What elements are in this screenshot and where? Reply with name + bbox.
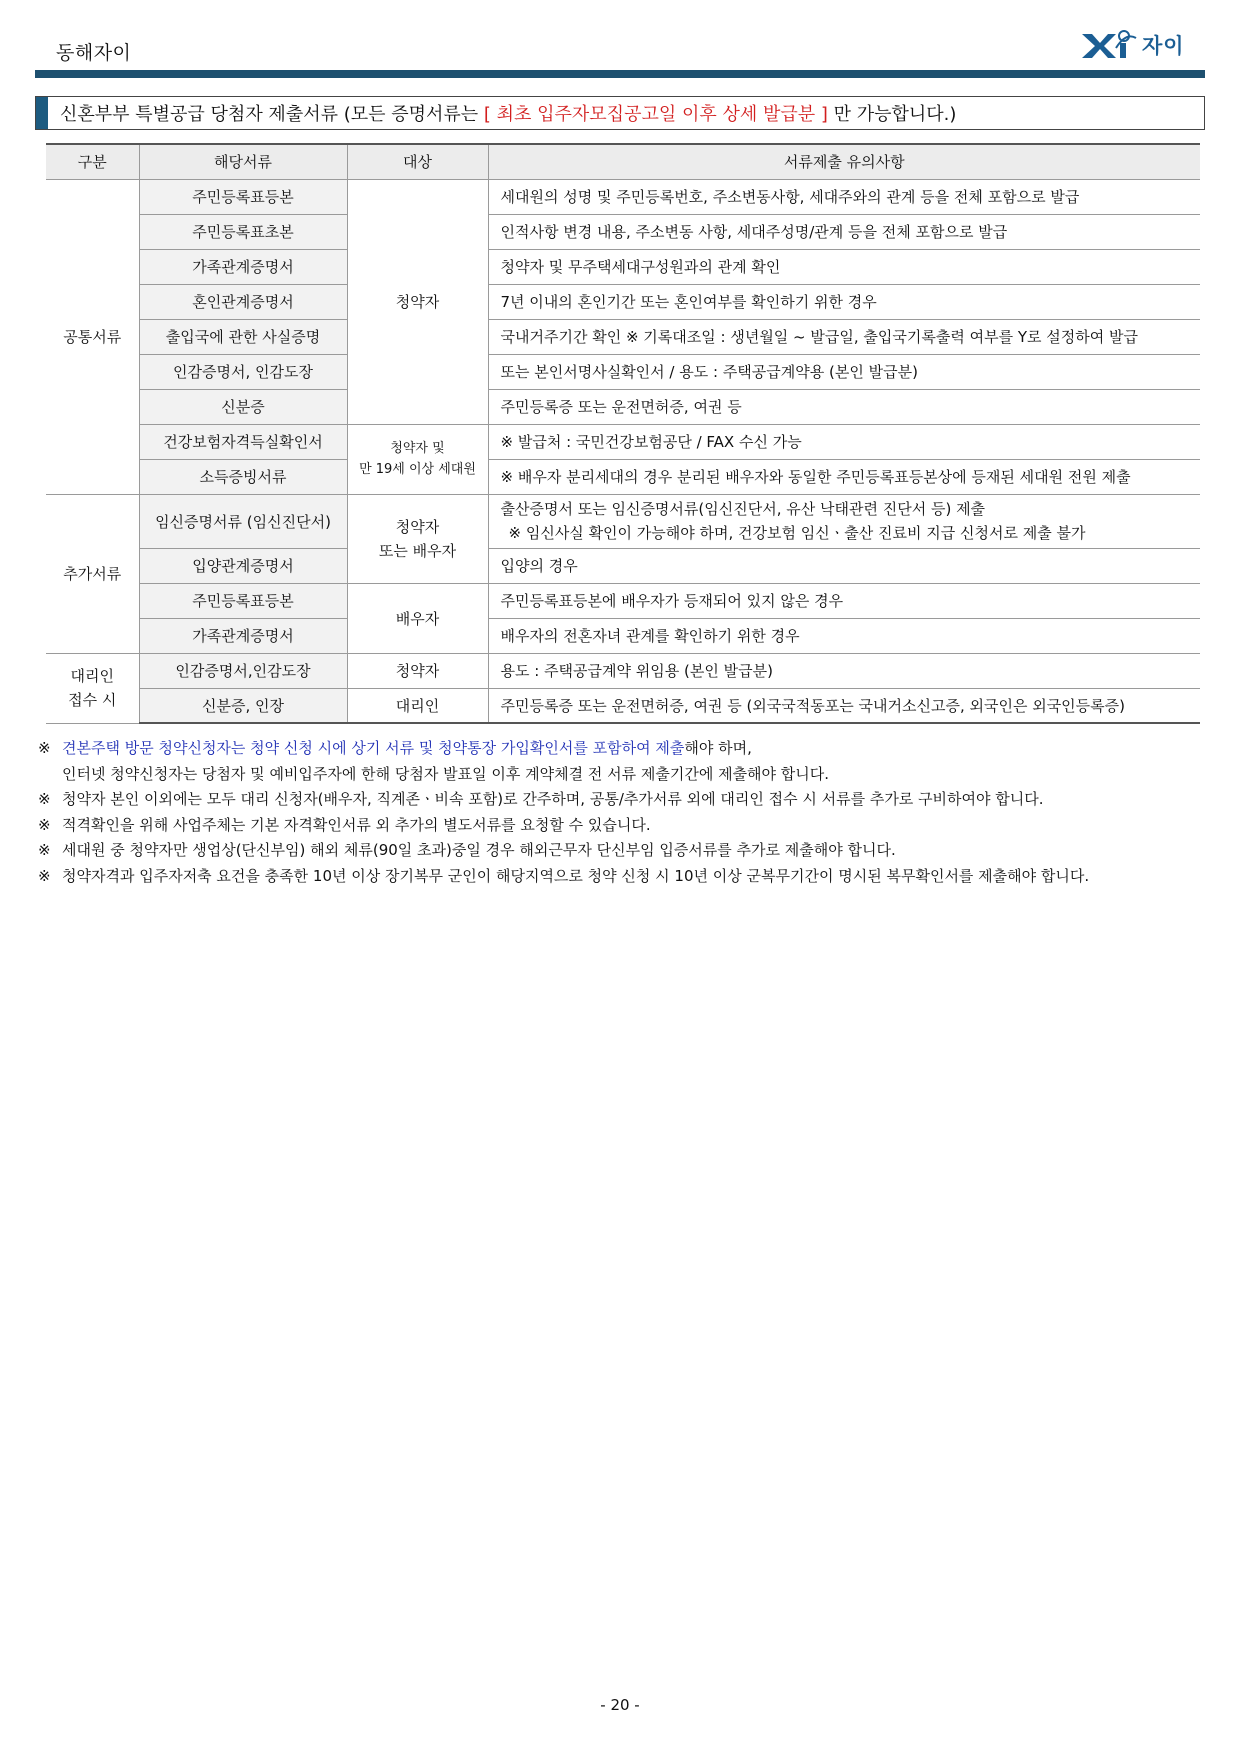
note-item (38, 736, 1208, 762)
group-proxy (46, 653, 139, 723)
note-item (38, 813, 1208, 839)
note-cell: 청약자 및 무주택세대구성원과의 관계 확인 (488, 249, 1200, 284)
title-stripe (36, 97, 48, 129)
table-row (46, 459, 1200, 494)
note-cell: ※ 발급처 : 국민건강보험공단 / FAX 수신 가능 (488, 424, 1200, 459)
doc-cell: 주민등록표초본 (139, 214, 347, 249)
section-title (60, 100, 956, 126)
group-additional: 추가서류 (46, 494, 139, 653)
header-notes: 서류제출 유의사항 (488, 144, 1200, 179)
doc-cell: 소득증빙서류 (139, 459, 347, 494)
note-item (38, 838, 1208, 864)
table-row (46, 179, 1200, 214)
target-proxy-agent: 대리인 (347, 688, 488, 723)
section-title-box (35, 96, 1205, 130)
note-cell: 7년 이내의 혼인기간 또는 혼인여부를 확인하기 위한 경우 (488, 284, 1200, 319)
note-cell: ※ 배우자 분리세대의 경우 분리된 배우자와 동일한 주민등록표등본상에 등재된 세대원 전원 제출 (488, 459, 1200, 494)
note-cell: 주민등록증 또는 운전면허증, 여권 등 (외국국적동포는 국내거소신고증, 외국인은 외국인등록증) (488, 688, 1200, 723)
note-cell (488, 494, 1200, 548)
target-applicant-or-spouse (347, 494, 488, 583)
target-applicant-household (347, 424, 488, 494)
doc-cell: 혼인관계증명서 (139, 284, 347, 319)
note-text: 세대원 중 청약자만 생업상(단신부임) 해외 체류(90일 초과)중일 경우 해외근무자 단신부임 입증서류를 추가로 제출해야 합니다. (62, 841, 896, 859)
note-mark: ※ (38, 841, 51, 859)
note-line: ※ 임신사실 확인이 가능해야 하며, 건강보험 임신ㆍ출산 진료비 지급 신청서로 제출 불가 (508, 524, 1086, 542)
note-cell: 또는 본인서명사실확인서 / 용도 : 주택공급계약용 (본인 발급분) (488, 354, 1200, 389)
doc-cell: 임신증명서류 (임신진단서) (139, 494, 347, 548)
table-row (46, 688, 1200, 723)
doc-cell: 입양관계증명서 (139, 548, 347, 583)
target-applicant: 청약자 (347, 179, 488, 424)
table-row (46, 424, 1200, 459)
note-item (38, 864, 1208, 890)
table-row (46, 284, 1200, 319)
note-text: 청약자 본인 이외에는 모두 대리 신청자(배우자, 직계존ㆍ비속 포함)로 간주하며, 공통/추가서류 외에 대리인 접수 시 서류를 추가로 구비하여야 합니다. (62, 790, 1044, 808)
note-cell: 세대원의 성명 및 주민등록번호, 주소변동사항, 세대주와의 관계 등을 전체 포함으로 발급 (488, 179, 1200, 214)
table-header-row (46, 144, 1200, 179)
note-text: 적격확인을 위해 사업주체는 기본 자격확인서류 외 추가의 별도서류를 요청할 수 있습니다. (62, 815, 651, 834)
section-title-suffix: 만 가능합니다.) (827, 104, 957, 125)
logo-text: 자이 (1142, 34, 1185, 58)
doc-cell: 가족관계증명서 (139, 249, 347, 284)
doc-cell: 건강보험자격득실확인서 (139, 424, 347, 459)
doc-cell: 신분증, 인장 (139, 688, 347, 723)
table-row (46, 354, 1200, 389)
note-cell: 배우자의 전혼자녀 관계를 확인하기 위한 경우 (488, 618, 1200, 653)
header-bar (35, 70, 1205, 78)
doc-cell: 인감증명서,인감도장 (139, 653, 347, 688)
target-line: 또는 배우자 (378, 541, 457, 560)
group-line: 접수 시 (68, 691, 117, 709)
note-mark: ※ (38, 790, 51, 808)
header-target: 대상 (347, 144, 488, 179)
table-row (46, 653, 1200, 688)
target-proxy-applicant: 청약자 (347, 653, 488, 688)
note-cell: 인적사항 변경 내용, 주소변동 사항, 세대주성명/관계 등을 전체 포함으로 발급 (488, 214, 1200, 249)
note-text (62, 736, 752, 762)
note-cell: 입양의 경우 (488, 548, 1200, 583)
note-mark: ※ (38, 815, 51, 834)
group-line: 대리인 (70, 667, 114, 685)
table-row (46, 319, 1200, 354)
doc-cell: 출입국에 관한 사실증명 (139, 319, 347, 354)
note-mark: ※ (38, 866, 51, 885)
note-rest: 해야 하며, (684, 739, 752, 757)
target-line: 청약자 (395, 517, 440, 536)
note-highlight: 견본주택 방문 청약신청자는 청약 신청 시에 상기 서류 및 청약통장 가입확인서를 포함하여 제출 (62, 739, 685, 757)
note-cell: 국내거주기간 확인 ※ 기록대조일 : 생년월일 ~ 발급일, 출입국기록출력 여부를 Y로 설정하여 발급 (488, 319, 1200, 354)
table-row (46, 249, 1200, 284)
doc-cell: 신분증 (139, 389, 347, 424)
header-category: 구분 (46, 144, 139, 179)
table-row (46, 548, 1200, 583)
section-title-prefix: 신혼부부 특별공급 당첨자 제출서류 (모든 증명서류는 (60, 104, 484, 125)
xi-logo-mark-icon (1080, 30, 1138, 60)
xi-logo (1080, 28, 1185, 62)
project-name: 동해자이 (56, 42, 132, 64)
note-item-continued (38, 762, 1208, 788)
note-item (38, 787, 1208, 813)
target-line: 만 19세 이상 세대원 (359, 462, 476, 477)
header-document: 해당서류 (139, 144, 347, 179)
note-cell: 주민등록표등본에 배우자가 등재되어 있지 않은 경우 (488, 583, 1200, 618)
table-row (46, 494, 1200, 548)
note-text: 청약자격과 입주자저축 요건을 충족한 10년 이상 장기복무 군인이 해당지역으로 청약 신청 시 10년 이상 군복무기간이 명시된 복무확인서를 제출해야 합니다. (62, 866, 1090, 885)
page-number: - 20 - (600, 1696, 640, 1714)
notes-list (38, 736, 1208, 889)
doc-cell: 가족관계증명서 (139, 618, 347, 653)
note-text: 인터넷 청약신청자는 당첨자 및 예비입주자에 한해 당첨자 발표일 이후 계약체결 전 서류 제출기간에 제출해야 합니다. (62, 764, 830, 783)
doc-cell: 주민등록표등본 (139, 583, 347, 618)
table-row (46, 583, 1200, 618)
documents-table (46, 143, 1200, 724)
note-cell: 주민등록증 또는 운전면허증, 여권 등 (488, 389, 1200, 424)
note-line: 출산증명서 또는 임신증명서류(임신진단서, 유산 낙태관련 진단서 등) 제출 (500, 500, 986, 518)
note-cell: 용도 : 주택공급계약 위임용 (본인 발급분) (488, 653, 1200, 688)
target-line: 청약자 및 (390, 441, 445, 456)
note-mark: ※ (38, 739, 51, 757)
doc-cell: 주민등록표등본 (139, 179, 347, 214)
table-row (46, 214, 1200, 249)
table-row (46, 618, 1200, 653)
section-title-highlight: [ 최초 입주자모집공고일 이후 상세 발급분 ] (483, 104, 828, 125)
table-row (46, 389, 1200, 424)
doc-cell: 인감증명서, 인감도장 (139, 354, 347, 389)
group-common: 공통서류 (46, 179, 139, 494)
target-spouse: 배우자 (347, 583, 488, 653)
